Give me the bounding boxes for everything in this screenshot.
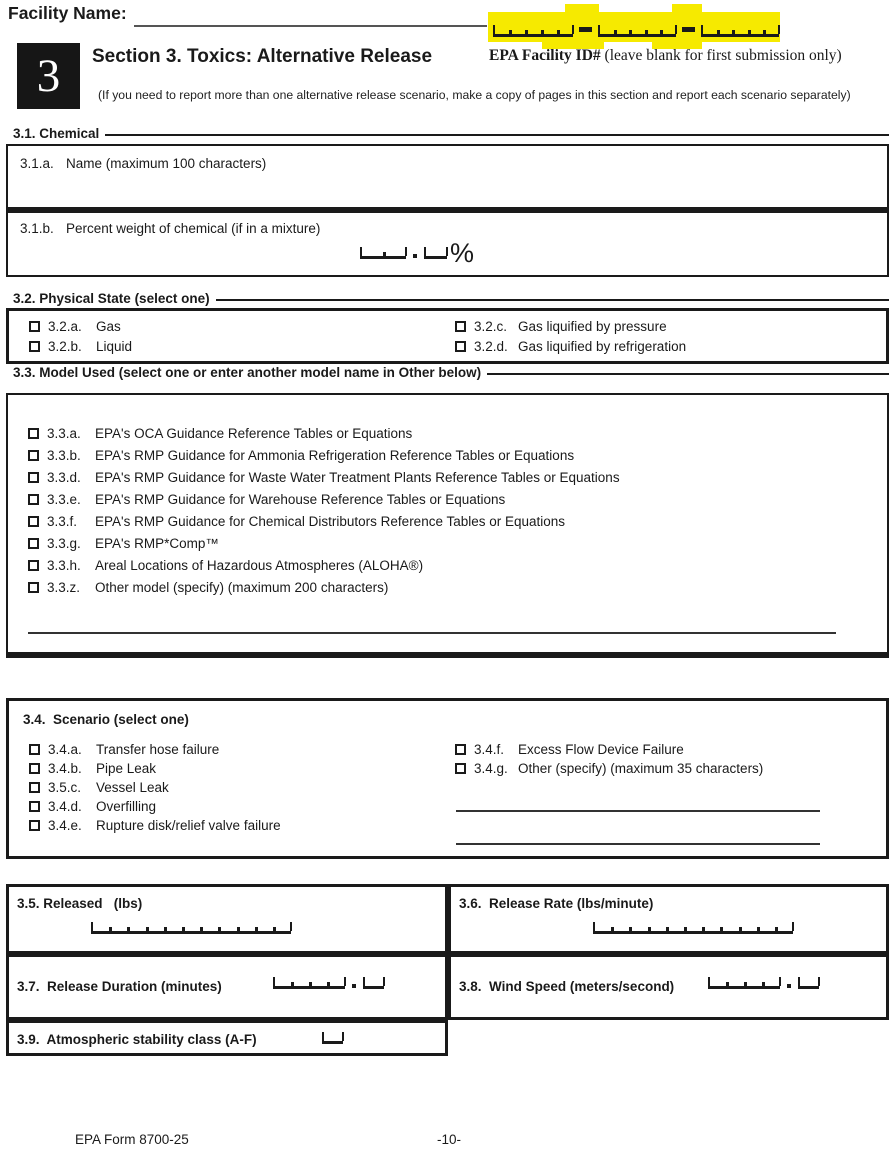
field-box-3-2: [6, 308, 889, 364]
heading-rule: [487, 373, 889, 375]
epa-id-comb-group-1[interactable]: [493, 27, 573, 37]
chemical-name-input-area[interactable]: [20, 176, 875, 202]
wind-frac-comb[interactable]: [798, 979, 819, 989]
field-code: 3.1.b.: [20, 221, 54, 236]
heading-3-3: [13, 365, 889, 380]
option-code: 3.4.e.: [48, 818, 82, 833]
footer-form-number: EPA Form 8700-25: [75, 1132, 189, 1147]
option-code: 3.4.d.: [48, 799, 82, 814]
epa-id-caption: [489, 47, 842, 65]
decimal-point-icon: [413, 254, 417, 258]
checkbox-option[interactable]: [28, 536, 219, 551]
option-label: Areal Locations of Hazardous Atmospheres (ALOHA®): [95, 558, 424, 573]
option-label: Liquid: [96, 339, 133, 354]
option-code: 3.4.g.: [474, 761, 508, 776]
option-label: EPA's RMP Guidance for Warehouse Reference Tables or Equations: [95, 492, 506, 507]
field-label-3-9: 3.9. Atmospheric stability class (A-F): [17, 1032, 257, 1047]
checkbox-option[interactable]: [28, 558, 423, 573]
field-label-3-8: 3.8. Wind Speed (meters/second): [459, 979, 675, 994]
checkbox-option[interactable]: [455, 319, 667, 334]
checkbox-option[interactable]: [28, 514, 565, 529]
checkbox-icon[interactable]: [28, 428, 39, 439]
option-code: 3.3.g.: [47, 536, 81, 551]
option-code: 3.3.d.: [47, 470, 81, 485]
facility-name-input-line[interactable]: [134, 25, 487, 27]
field-box-3-4: [6, 698, 889, 859]
checkbox-option[interactable]: [28, 448, 574, 463]
field-text: Percent weight of chemical (if in a mixture): [66, 221, 321, 236]
checkbox-option[interactable]: [28, 492, 505, 507]
checkbox-icon[interactable]: [29, 801, 40, 812]
wind-whole-comb[interactable]: [708, 979, 780, 989]
checkbox-option[interactable]: [29, 799, 156, 814]
field-label-3-7: 3.7. Release Duration (minutes): [17, 979, 222, 994]
wind-speed-field[interactable]: [708, 979, 819, 989]
released-lbs-comb[interactable]: [91, 924, 291, 934]
checkbox-icon[interactable]: [455, 341, 466, 352]
footer-page-number: -10-: [437, 1132, 462, 1147]
epa-id-comb-group-2[interactable]: [598, 27, 676, 37]
percent-weight-field[interactable]: [360, 238, 475, 268]
checkbox-icon[interactable]: [29, 782, 40, 793]
checkbox-icon[interactable]: [29, 763, 40, 774]
field-box-3-9: [6, 1020, 448, 1056]
checkbox-icon[interactable]: [455, 321, 466, 332]
option-code: 3.3.a.: [47, 426, 81, 441]
release-duration-field[interactable]: [273, 979, 384, 989]
release-rate-comb[interactable]: [593, 924, 793, 934]
option-label: EPA's RMP*Comp™: [95, 536, 219, 551]
heading-3-4: 3.4. Scenario (select one): [23, 712, 189, 727]
checkbox-option[interactable]: [28, 470, 620, 485]
option-code: 3.5.c.: [48, 780, 82, 795]
heading-rule: [105, 134, 889, 136]
percent-sign: %: [450, 238, 475, 268]
option-code: 3.4.b.: [48, 761, 82, 776]
option-code: 3.4.a.: [48, 742, 82, 757]
field-box-3-1-a: [6, 144, 889, 213]
section-note: (If you need to report more than one alternative release scenario, make a copy of pages in this section and report each scenario separately): [98, 88, 851, 102]
percent-frac-comb[interactable]: [424, 249, 447, 259]
highlight-bump: [565, 4, 599, 14]
field-box-3-5: [6, 884, 448, 954]
other-model-input-line[interactable]: [28, 632, 836, 634]
checkbox-icon[interactable]: [28, 516, 39, 527]
option-label: Transfer hose failure: [96, 742, 220, 757]
checkbox-icon[interactable]: [28, 582, 39, 593]
option-label: Pipe Leak: [96, 761, 157, 776]
option-code: 3.3.f.: [47, 514, 78, 529]
checkbox-option[interactable]: [29, 761, 156, 776]
epa-id-caption-note: (leave blank for first submission only): [600, 47, 842, 64]
checkbox-icon[interactable]: [28, 538, 39, 549]
option-label: EPA's RMP Guidance for Waste Water Treatment Plants Reference Tables or Equations: [95, 470, 620, 485]
checkbox-icon[interactable]: [455, 744, 466, 755]
option-label: EPA's RMP Guidance for Chemical Distributors Reference Tables or Equations: [95, 514, 566, 529]
checkbox-icon[interactable]: [455, 763, 466, 774]
option-code: 3.4.f.: [474, 742, 505, 757]
checkbox-option[interactable]: [455, 742, 684, 757]
field-label-3-6: 3.6. Release Rate (lbs/minute): [459, 896, 654, 911]
option-label: Gas: [96, 319, 121, 334]
percent-whole-comb[interactable]: [360, 249, 406, 259]
field-code: 3.1.a.: [20, 156, 54, 171]
id-dash-icon: [579, 27, 592, 32]
checkbox-option[interactable]: [29, 339, 132, 354]
field-box-3-8: [448, 954, 889, 1020]
heading-3-3-text: 3.3. Model Used (select one or enter another model name in Other below): [13, 365, 482, 380]
option-code: 3.3.e.: [47, 492, 81, 507]
duration-frac-comb[interactable]: [363, 979, 384, 989]
checkbox-icon[interactable]: [29, 744, 40, 755]
checkbox-option[interactable]: [29, 780, 169, 795]
epa-id-comb-group-3[interactable]: [701, 27, 779, 37]
field-text: Name (maximum 100 characters): [66, 156, 267, 171]
stability-class-comb[interactable]: [322, 1034, 343, 1044]
checkbox-option[interactable]: [28, 426, 412, 441]
highlight-bump: [672, 4, 702, 14]
option-label: EPA's RMP Guidance for Ammonia Refrigeration Reference Tables or Equations: [95, 448, 575, 463]
option-label: Vessel Leak: [96, 780, 169, 795]
checkbox-option[interactable]: [29, 319, 121, 334]
checkbox-icon[interactable]: [28, 560, 39, 571]
option-code: 3.3.b.: [47, 448, 81, 463]
option-label: Other model (specify) (maximum 200 characters): [95, 580, 389, 595]
option-code: 3.2.d.: [474, 339, 508, 354]
field-label-3-1-b: [20, 221, 320, 236]
field-box-3-1-b: [6, 213, 889, 277]
heading-3-1: [13, 126, 889, 141]
section-title: Section 3. Toxics: Alternative Release: [92, 46, 433, 67]
option-label: Other (specify) (maximum 35 characters): [518, 761, 764, 776]
id-dash-icon: [682, 27, 695, 32]
checkbox-option[interactable]: [29, 742, 219, 757]
field-box-3-3: [6, 393, 889, 658]
checkbox-icon[interactable]: [29, 321, 40, 332]
section-number: 3: [36, 50, 61, 102]
option-code: 3.3.h.: [47, 558, 81, 573]
checkbox-option[interactable]: [455, 761, 763, 776]
other-scenario-input-line-2[interactable]: [456, 843, 820, 845]
option-label: Gas liquified by refrigeration: [518, 339, 687, 354]
field-label-3-5: 3.5. Released (lbs): [17, 896, 143, 911]
section-number-badge: [17, 43, 80, 109]
heading-3-2: [13, 291, 889, 306]
duration-whole-comb[interactable]: [273, 979, 345, 989]
facility-name-label: Facility Name:: [8, 3, 127, 23]
option-label: Rupture disk/relief valve failure: [96, 818, 281, 833]
decimal-point-icon: [352, 984, 356, 988]
option-code: 3.2.a.: [48, 319, 82, 334]
checkbox-option[interactable]: [29, 818, 281, 833]
option-code: 3.2.c.: [474, 319, 508, 334]
heading-3-2-text: 3.2. Physical State (select one): [13, 291, 210, 306]
checkbox-option[interactable]: [28, 580, 388, 595]
field-box-3-7: [6, 954, 448, 1020]
checkbox-icon[interactable]: [28, 472, 39, 483]
checkbox-option[interactable]: [455, 339, 686, 354]
option-label: Excess Flow Device Failure: [518, 742, 684, 757]
other-scenario-input-line-1[interactable]: [456, 810, 820, 812]
checkbox-icon[interactable]: [28, 450, 39, 461]
option-label: EPA's OCA Guidance Reference Tables or Equations: [95, 426, 413, 441]
field-label-3-1-a: [20, 156, 266, 171]
epa-facility-id-field[interactable]: [493, 27, 783, 37]
checkbox-icon[interactable]: [29, 820, 40, 831]
field-box-3-6: [448, 884, 889, 954]
heading-3-1-text: 3.1. Chemical: [13, 126, 100, 141]
option-label: Overfilling: [96, 799, 157, 814]
checkbox-icon[interactable]: [28, 494, 39, 505]
option-code: 3.3.z.: [47, 580, 81, 595]
heading-rule: [216, 299, 889, 301]
epa-id-caption-bold: EPA Facility ID#: [489, 47, 601, 64]
decimal-point-icon: [787, 984, 791, 988]
option-label: Gas liquified by pressure: [518, 319, 667, 334]
option-code: 3.2.b.: [48, 339, 82, 354]
checkbox-icon[interactable]: [29, 341, 40, 352]
